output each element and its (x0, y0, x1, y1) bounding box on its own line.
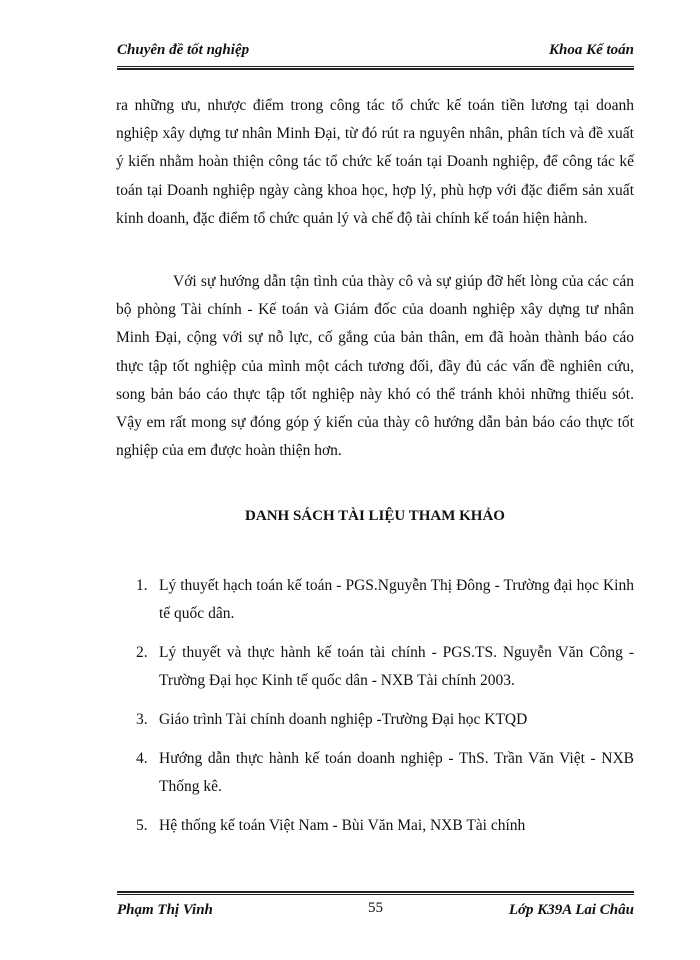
reference-number: 2. (136, 644, 148, 661)
reference-number: 4. (136, 750, 148, 767)
references-list (116, 572, 634, 851)
reference-text: Giáo trình Tài chính doanh nghiệp -Trường Đại học KTQD (159, 711, 528, 728)
page-footer (117, 894, 634, 923)
reference-item (116, 639, 634, 695)
references-heading: DANH SÁCH TÀI LIỆU THAM KHẢO (245, 508, 505, 524)
reference-text: Lý thuyết hạch toán kế toán - PGS.Nguyễn Thị Đông - Trường đại học Kinh tế quốc dân. (159, 577, 634, 622)
header-department: Khoa Kế toán (548, 42, 634, 58)
reference-text: Lý thuyết và thực hành kế toán tài chính - PGS.TS. Nguyễn Văn Công - Trường Đại học Kinh tế quốc dân - NXB Tài chính 2003. (159, 644, 634, 689)
reference-item (116, 572, 634, 628)
reference-item (116, 812, 634, 840)
header-document-title: Chuyên đề tốt nghiệp (117, 42, 250, 58)
reference-item (116, 745, 634, 801)
footer-class: Lớp K39A Lai Châu (508, 902, 634, 918)
reference-number: 5. (136, 817, 148, 834)
body-paragraph-2: Với sự hướng dẫn tận tình của thày cô và sự giúp đỡ hết lòng của các cán bộ phòng Tài chính - Kế toán và Giám đốc của doanh nghiệp xây dựng tư nhân Minh Đại, cộng với sự nỗ lực, cố gắng của bản thân, em đã hoàn thành báo cáo thực tập tốt nghiệp của mình một cách tương đối, đầy đủ các vấn đề nghiên cứu, song bản báo cáo thực tập tốt nghiệp này khó có thể tránh khỏi những thiếu sót. Vậy em rất mong sự đóng góp ý kiến của thày cô hướng dẫn bản báo cáo thực tốt nghiệp của em được hoàn thiện hơn. (116, 273, 634, 460)
reference-text: Hướng dẫn thực hành kế toán doanh nghiệp - ThS. Trần Văn Việt - NXB Thống kê. (159, 750, 634, 795)
body-paragraph-1: ra những ưu, nhược điểm trong công tác tổ chức kế toán tiền lương tại doanh nghiệp xây dựng tư nhân Minh Đại, từ đó rút ra nguyên nhân, phân tích và đề xuất ý kiến nhằm hoàn thiện công tác tổ chức kế toán tại Doanh nghiệp, để công tác kế toán tại Doanh nghiệp ngày càng khoa học, hợp lý, phù hợp với đặc điểm sản xuất kinh doanh, đặc điểm tổ chức quản lý và chế độ tài chính kế toán hiện hành. (116, 97, 634, 227)
reference-text: Hệ thống kế toán Việt Nam - Bùi Văn Mai, NXB Tài chính (159, 817, 526, 834)
page-number: 55 (368, 900, 383, 916)
reference-item (116, 706, 634, 734)
footer-author: Phạm Thị Vinh (117, 902, 213, 918)
reference-number: 3. (136, 711, 148, 728)
reference-number: 1. (136, 577, 148, 594)
page-header (117, 38, 634, 67)
